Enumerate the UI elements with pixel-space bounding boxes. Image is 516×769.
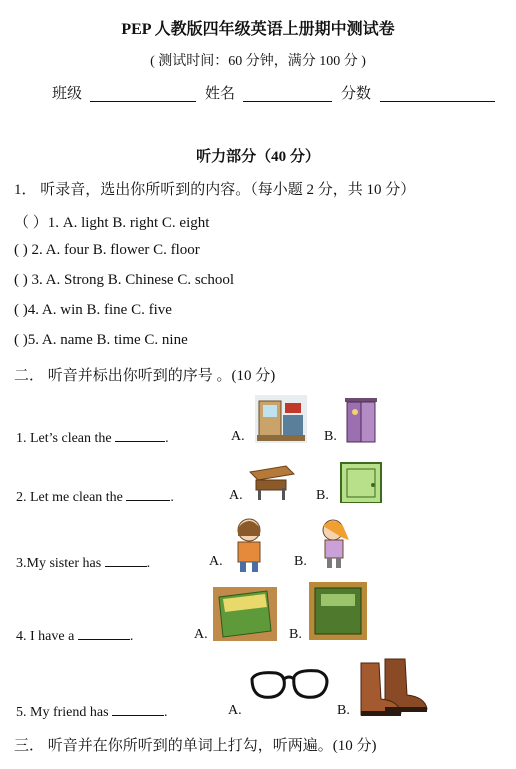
answer-blank[interactable] [126,488,170,501]
class-label: 班级 [52,86,83,102]
desk-picture [246,462,296,500]
part2-heading: 二． 听音并标出你听到的序号 。(10 分) [14,368,276,384]
option-b-label: B. [289,627,302,642]
door-picture [337,461,385,503]
option-b-label: B. [324,429,337,444]
test-info: ( 测试时间：60 分钟，满分 100 分 ) [150,54,366,69]
option-b-label: B. [316,488,329,503]
question-text: 3.My sister has [16,556,102,571]
answer-blank[interactable] [78,627,130,640]
page-title: PEP 人教版四年级英语上册期中测试卷 [121,21,395,38]
question-text: 1. Let’s clean the [16,431,112,446]
name-field[interactable] [243,101,332,102]
answer-blank[interactable] [112,703,164,716]
answer-blank[interactable] [105,554,147,567]
option-a-label: A. [229,488,243,503]
part2-item-1: 1. Let’s clean the . [16,431,169,446]
part2-item-2: 2. Let me clean the . [16,490,174,505]
answer-blank[interactable] [115,429,165,442]
girl-ponytail-picture [315,516,355,568]
part1-item: ( )5. A. name B. time C. nine [14,332,188,348]
boots-picture [355,655,431,719]
girl-picture [228,516,270,572]
part1-item: ( ) 3. A. Strong B. Chinese C. school [14,272,234,288]
part2-item-3: 3.My sister has . [16,556,151,571]
class-field[interactable] [90,101,196,102]
option-a-label: A. [194,627,208,642]
option-a-label: A. [231,429,245,444]
part1-item: （ ）1. A. light B. right C. eight [14,215,210,231]
part2-item-4: 4. I have a . [16,629,134,644]
part2-item-5: 5. My friend has . [16,705,168,720]
option-b-label: B. [337,703,350,718]
name-label: 姓名 [205,86,236,102]
part1-heading: 1． 听录音，选出你所听到的内容。（每小题 2 分，共 10 分） [14,182,416,198]
option-b-label: B. [294,554,307,569]
schoolbag-picture [309,582,367,640]
question-text: 5. My friend has [16,705,109,720]
glasses-picture [246,657,334,719]
score-field[interactable] [380,101,495,102]
part3-heading: 三． 听音并在你所听到的单词上打勾，听两遍。(10 分) [14,738,377,754]
option-a-label: A. [209,554,223,569]
listening-section-title: 听力部分（40 分） [196,149,320,165]
part1-item: ( )4. A. win B. fine C. five [14,302,172,318]
part1-item: ( ) 2. A. four B. flower C. floor [14,242,200,258]
classroom-door-picture [255,395,307,443]
question-text: 4. I have a [16,629,75,644]
curtain-picture [339,396,383,444]
option-a-label: A. [228,703,242,718]
score-label: 分数 [341,86,372,102]
question-text: 2. Let me clean the [16,490,123,505]
book-picture [213,587,277,641]
